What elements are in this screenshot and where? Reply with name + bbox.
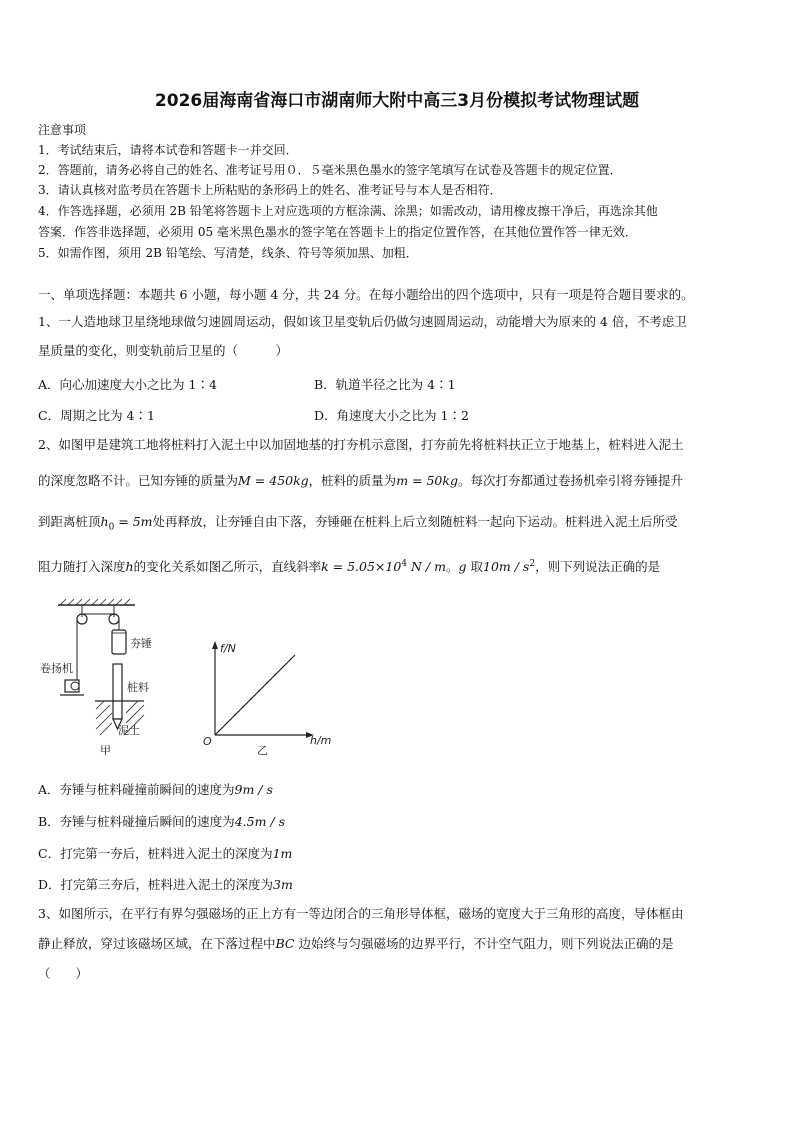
label-origin: O <box>203 735 212 748</box>
q3-stem-line1: 3、如图所示，在平行有界匀强磁场的正上方有一等边闭合的三角形导体框，磁场的宽度大于三角形的高度，导体框由 <box>38 906 684 921</box>
label-soil: 泥土 <box>118 724 140 737</box>
graph-line <box>215 655 295 735</box>
ceiling-hatch <box>60 599 130 605</box>
q2-stem-line4: 阻力随打入深度h的变化关系如图乙所示，直线斜率$k = 5.05\times 10^4$ N / m。g 取$10m / s^2$，则下列说法正确的是 <box>38 559 661 575</box>
q1-option-c: C．周期之比为 4∶1 <box>38 408 155 423</box>
q3-stem-line2: 静止释放，穿过该磁场区域，在下落过程中BC 边始终与匀强磁场的边界平行，不计空气阻力，则下列说法正确的是 <box>38 936 674 951</box>
q1-stem-line1: 1、一人造地球卫星绕地球做匀速圆周运动，假如该卫星变轨后仍做匀速圆周运动，动能增大为原来的 4 倍，不考虑卫 <box>38 314 687 329</box>
mass-m-small: m = 50kg <box>396 473 458 488</box>
page-title: 2026届海南省海口市湖南师大附中高三3月份模拟考试物理试题 <box>154 91 640 111</box>
winch-drum <box>71 682 79 690</box>
label-f-axis: f/N <box>220 642 236 655</box>
notice-item: 4．作答选择题，必须用 2B 铅笔将答题卡上对应选项的方框涂满、涂黑；如需改动，请用橡皮擦干净后，再选涂其他 <box>38 204 658 218</box>
q2-stem-line1: 2、如图甲是建筑工地将桩料打入泥土中以加固地基的打夯机示意图，打夯前先将桩料扶正立于地基上，桩料进入泥土 <box>38 437 684 452</box>
q1-option-a: A．向心加速度大小之比为 1∶4 <box>38 377 217 392</box>
q1-stem-line2: 星质量的变化，则变轨前后卫星的（ ） <box>38 343 289 358</box>
hammer-shape <box>112 630 126 654</box>
label-hammer: 夯锤 <box>130 637 152 650</box>
q2-option-d: D．打完第三夯后，桩料进入泥土的深度为3m <box>38 877 293 892</box>
q2-figure <box>40 597 340 761</box>
notice-item: 5．如需作图，须用 2B 铅笔绘、写清楚，线条、符号等须加黑、加粗． <box>38 246 418 260</box>
label-yi: 乙 <box>257 744 268 757</box>
q1-option-b: B．轨道半径之比为 4∶1 <box>314 377 456 392</box>
q3-stem-line3: （ ） <box>38 966 89 981</box>
mass-m-big: M = 450kg <box>238 473 309 488</box>
q2-figure-svg <box>40 597 340 757</box>
label-h-axis: h/m <box>310 734 332 747</box>
notice-item: 1．考试结束后，请将本试卷和答题卡一并交回． <box>38 143 298 157</box>
label-winch: 卷扬机 <box>40 662 73 675</box>
notice-item: 答案．作答非选择题，必须用 05 毫米黑色墨水的签字笔在答题卡上的指定位置作答，在其他位置作答一律无效． <box>38 225 637 239</box>
q2-option-a: A．夯锤与桩料碰撞前瞬间的速度为9m / s <box>38 782 273 797</box>
q1-option-d: D．角速度大小之比为 1∶2 <box>314 408 469 423</box>
notice-item: 3．请认真核对监考员在答题卡上所粘贴的条形码上的姓名、准考证号与本人是否相符． <box>38 183 502 197</box>
notice-item: 2．答题前，请务必将自己的姓名、准考证号用０．５毫米黑色墨水的签字笔填写在试卷及答题卡的规定位置． <box>38 163 622 177</box>
q2-stem-line3: 到距离桩顶$h_0 = 5m$处再释放，让夯锤自由下落，夯锤砸在桩料上后立刻随桩料一起向下运动。桩料进入泥土后所受 <box>38 514 678 533</box>
label-jia: 甲 <box>100 744 111 757</box>
q2-option-b: B．夯锤与桩料碰撞后瞬间的速度为4.5m / s <box>38 814 285 829</box>
label-pile: 桩料 <box>127 681 149 694</box>
q2-stem-line2: 的深度忽略不计。已知夯锤的质量为M = 450kg，桩料的质量为m = 50kg。每次打夯都通过卷扬机牵引将夯锤提升 <box>38 473 683 488</box>
pile-shape <box>113 664 122 719</box>
q2-option-c: C．打完第一夯后，桩料进入泥土的深度为1m <box>38 846 293 861</box>
section-heading: 一、单项选择题：本题共 6 小题，每小题 4 分，共 24 分。在每小题给出的四个选项中，只有一项是符合题目要求的。 <box>38 287 694 302</box>
notice-heading: 注意事项 <box>38 123 87 137</box>
